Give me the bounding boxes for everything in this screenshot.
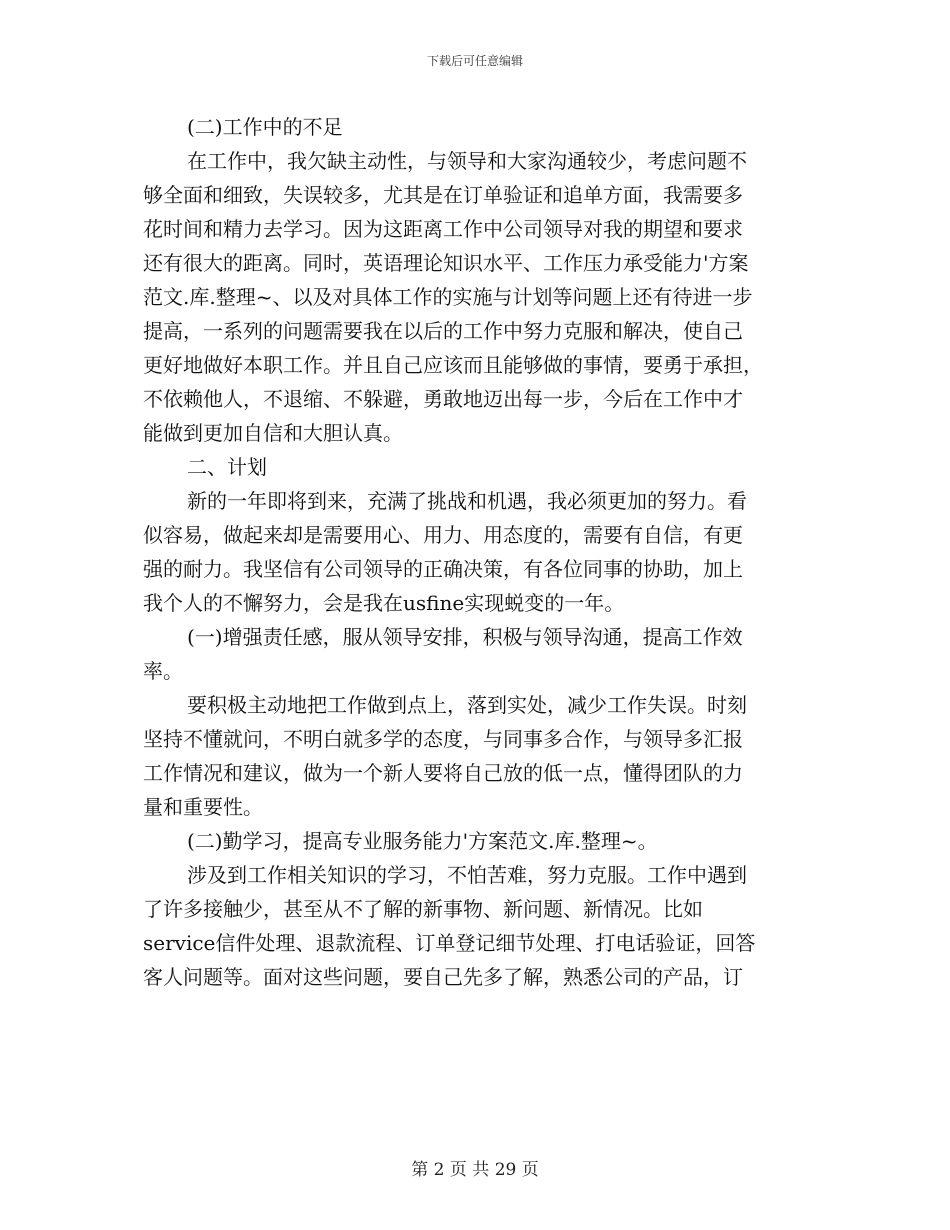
page-footer: 第 2 页 共 29 页 [411,1160,539,1180]
text-line: (一)增强责任感，服从领导安排，积极与领导沟通，提高工作效 [187,625,743,649]
text-line: 不依赖他人，不退缩、不躲避，勇敢地迈出每一步，今后在工作中才 [143,387,743,411]
document-body [143,110,813,994]
text-line: 范文.库.整理~、以及对具体工作的实施与计划等问题上还有待进一步 [143,285,753,309]
text-line: 涉及到工作相关知识的学习，不怕苦难，努力克服。工作中遇到 [187,863,747,887]
text-line: 强的耐力。我坚信有公司领导的正确决策，有各位同事的协助，加上 [143,557,743,581]
text-line: 在工作中，我欠缺主动性，与领导和大家沟通较少，考虑问题不 [187,149,747,173]
text-line: (二)勤学习，提高专业服务能力'方案范文.库.整理~。 [187,829,658,853]
text-line: 量和重要性。 [143,795,263,819]
text-line: 新的一年即将到来，充满了挑战和机遇，我必须更加的努力。看 [187,489,747,513]
text-line: 还有很大的距离。同时，英语理论知识水平、工作压力承受能力'方案 [143,251,749,275]
text-line: (二)工作中的不足 [187,115,343,139]
text-line: 率。 [143,659,183,683]
text-line: 客人问题等。面对这些问题，要自己先多了解，熟悉公司的产品，订 [143,965,743,989]
text-line: 能做到更加自信和大胆认真。 [143,421,403,445]
text-line: 更好地做好本职工作。并且自己应该而且能够做的事情，要勇于承担， [143,353,763,377]
text-line: 够全面和细致，失误较多，尤其是在订单验证和追单方面，我需要多 [143,183,743,207]
text-line: 坚持不懂就问，不明白就多学的态度，与同事多合作，与领导多汇报 [143,727,743,751]
text-line: 提高，一系列的问题需要我在以后的工作中努力克服和解决，使自己 [143,319,743,343]
text-line: 花时间和精力去学习。因为这距离工作中公司领导对我的期望和要求 [143,217,743,241]
text-line: 我个人的不懈努力，会是我在usfine实现蜕变的一年。 [143,591,625,615]
text-line: 似容易，做起来却是需要用心、用力、用态度的，需要有自信，有更 [143,523,743,547]
text-line: 要积极主动地把工作做到点上，落到实处，减少工作失误。时刻 [187,693,747,717]
text-line: 了许多接触少，甚至从不了解的新事物、新问题、新情况。比如 [143,897,703,921]
text-line: 二、计划 [187,455,267,479]
text-line: 工作情况和建议，做为一个新人要将自己放的低一点，懂得团队的力 [143,761,743,785]
page-header: 下载后可任意编辑 [426,54,523,68]
text-line: service信件处理、退款流程、订单登记细节处理、打电话验证，回答 [143,931,756,955]
